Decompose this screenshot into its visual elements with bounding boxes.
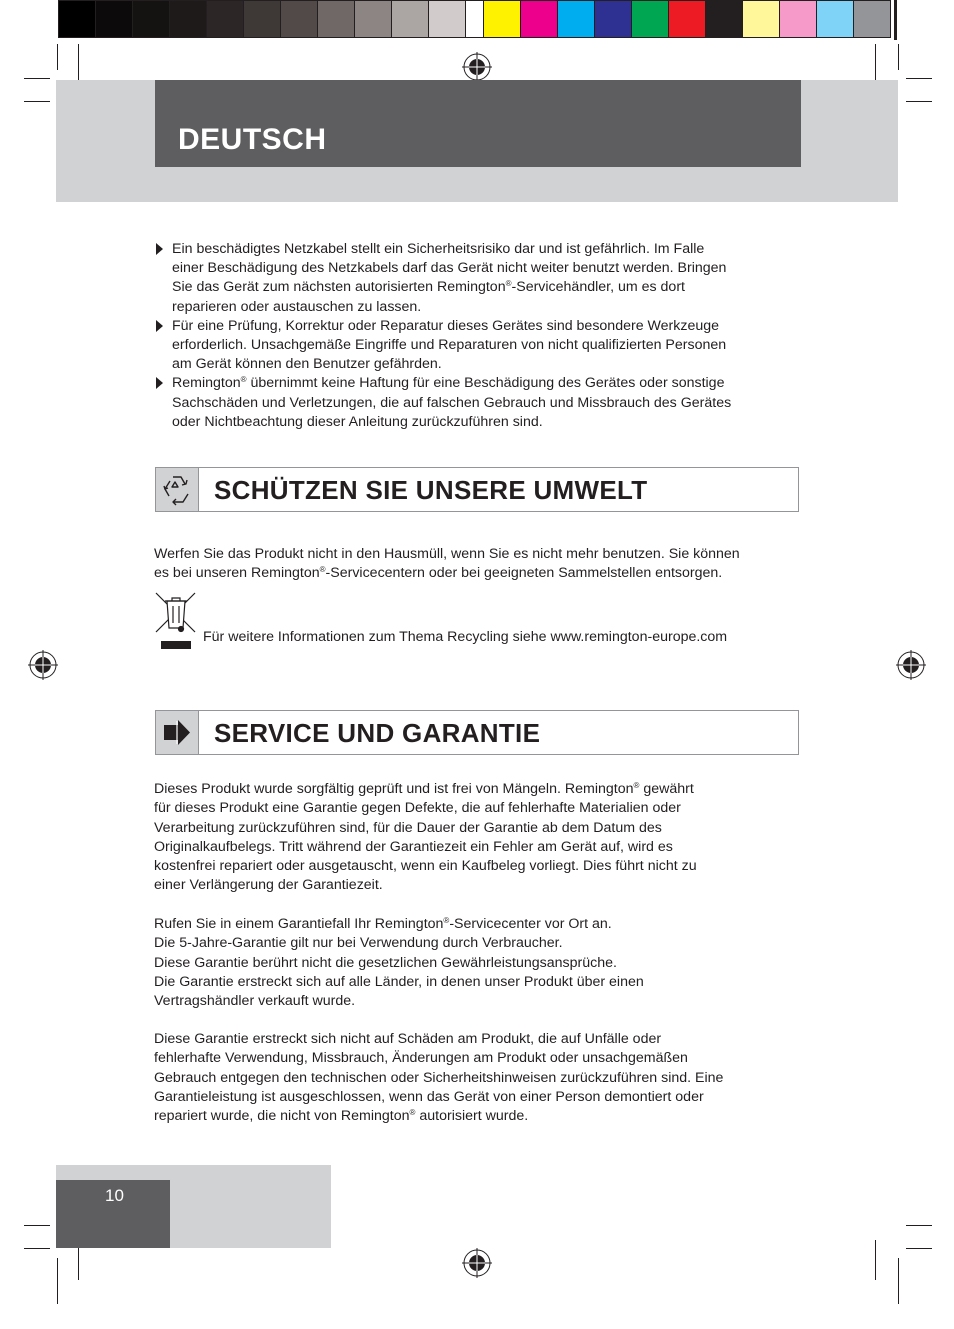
registered-mark: ® (409, 1108, 416, 1118)
crop-mark (24, 1248, 50, 1249)
crop-mark (57, 44, 58, 70)
text-line: einer Verlängerung der Garantiezeit. (154, 877, 383, 894)
crop-mark (898, 44, 899, 70)
text-line: Gebrauch entgegen den technischen oder Sicherheitshinweisen zurückzuführen sind. Eine (154, 1069, 724, 1086)
warranty-paragraph-1 (154, 780, 794, 896)
color-swatch (780, 0, 817, 38)
color-swatch (170, 0, 207, 38)
registration-mark-icon (28, 650, 58, 680)
bullet-item (154, 317, 794, 375)
color-swatch (355, 0, 392, 38)
text-line: Rufen Sie in einem Garantiefall Ihr Remington®-Servicecenter vor Ort an. (154, 916, 612, 932)
page-number: 10 (105, 1186, 124, 1205)
safety-bullet-list (154, 240, 794, 432)
color-swatch (318, 0, 355, 38)
section-title: SCHÜTZEN SIE UNSERE UMWELT (214, 475, 648, 505)
color-swatch (133, 0, 170, 38)
environment-section-header (155, 467, 799, 512)
color-swatch (483, 0, 521, 38)
text-line: oder Nichtbeachtung dieser Anleitung zurückzuführen sind. (172, 413, 543, 430)
colorbar-right-edge (894, 0, 897, 40)
color-swatch (743, 0, 780, 38)
color-swatch (706, 0, 743, 38)
service-section-header (155, 710, 799, 755)
text-line: Ein beschädigtes Netzkabel stellt ein Sicherheitsrisiko dar und ist gefährlich. Im Falle (172, 241, 705, 257)
color-swatch (521, 0, 558, 38)
color-calibration-bar (483, 0, 891, 40)
crop-mark (906, 1248, 932, 1249)
color-swatch (632, 0, 669, 38)
text-line: reparieren oder austauschen zu lassen. (172, 298, 422, 315)
color-swatch (244, 0, 281, 38)
crop-mark (24, 1225, 50, 1226)
text-line: Remington® übernimmt keine Haftung für eine Beschädigung des Gerätes oder sonstige (172, 375, 725, 392)
text-line: erforderlich. Unsachgemäße Eingriffe und Reparaturen von nicht qualifizierten Personen (172, 337, 727, 354)
color-swatch (595, 0, 632, 38)
text-line: kostenfrei repariert oder ausgetauscht, wenn ein Kaufbeleg vorliegt. Dies führt nicht zu (154, 858, 697, 875)
registered-mark: ® (443, 916, 450, 925)
color-swatch (817, 0, 854, 38)
color-swatch (429, 0, 466, 38)
section-title: SERVICE UND GARANTIE (214, 718, 541, 748)
color-swatch (207, 0, 244, 38)
crop-mark (906, 101, 932, 102)
registered-mark: ® (633, 781, 640, 790)
bullet-item (154, 240, 794, 317)
bullet-arrow-icon (156, 320, 163, 332)
text-line: Sachschäden und Verletzungen, die auf falschen Gebrauch und Missbrauch des Gerätes (172, 394, 732, 411)
text-line: repariert wurde, die nicht von Remington® autorisiert wurde. (154, 1108, 529, 1125)
text-line: am Gerät können den Benutzer gefährden. (172, 356, 442, 373)
text-line: Die 5-Jahre-Garantie gilt nur bei Verwendung durch Verbraucher. (154, 935, 563, 952)
registration-mark-icon (896, 650, 926, 680)
bullet-arrow-icon (156, 377, 163, 389)
bullet-arrow-icon (156, 243, 163, 255)
crop-mark (24, 101, 50, 102)
registered-mark: ® (240, 375, 247, 385)
registered-mark: ® (319, 565, 326, 575)
text-line: es bei unseren Remington®-Servicecentern oder bei geeigneten Sammelstellen entsorgen. (154, 565, 723, 582)
text-line: Dieses Produkt wurde sorgfältig geprüft und ist frei von Mängeln. Remington® gewährt (154, 781, 694, 797)
grayscale-calibration-bar (58, 0, 503, 40)
crop-mark (875, 1240, 876, 1280)
crop-mark (24, 78, 50, 79)
text-line: einer Beschädigung des Netzkabels darf das Gerät nicht weiter benutzt werden. Bringen (172, 260, 727, 277)
recycle-icon (156, 468, 199, 511)
registered-mark: ® (505, 279, 512, 289)
text-line: Vertragshändler verkauft wurde. (154, 993, 356, 1010)
page-title: DEUTSCH (178, 123, 327, 156)
text-line: Die Garantie erstreckt sich auf alle Länder, in denen unser Produkt über einen (154, 973, 644, 990)
color-swatch (281, 0, 318, 38)
color-swatch (854, 0, 891, 38)
registration-mark-icon (462, 52, 492, 82)
recycling-info: Für weitere Informationen zum Thema Recycling siehe www.remington-europe.com (203, 629, 728, 645)
registration-mark-icon (462, 1248, 492, 1278)
environment-text (154, 545, 794, 584)
text-line: Garantieleistung ist ausgeschlossen, wenn das Gerät von einer Person demontiert oder (154, 1088, 704, 1105)
text-line: fehlerhafte Verwendung, Missbrauch, Änderungen am Produkt oder unsachgemäßen (154, 1050, 688, 1067)
crop-mark (898, 1258, 899, 1304)
text-line: Diese Garantie berührt nicht die gesetzlichen Gewährleistungsansprüche. (154, 954, 617, 971)
text-line: Für eine Prüfung, Korrektur oder Reparatur dieses Gerätes sind besondere Werkzeuge (172, 317, 720, 334)
crop-mark (57, 1258, 58, 1304)
crossed-bin-icon (155, 592, 197, 650)
text-line: Verarbeitung zurückzuführen sind, für die Dauer der Garantie ab dem Datum des (154, 819, 662, 836)
arrow-right-icon (156, 711, 199, 754)
bullet-item (154, 374, 794, 432)
color-swatch (392, 0, 429, 38)
color-swatch (58, 0, 96, 38)
text-line: Sie das Gerät zum nächsten autorisierten Remington®-Servicehändler, um es dort (172, 279, 685, 296)
crop-mark (906, 78, 932, 79)
text-line: Werfen Sie das Produkt nicht in den Hausmüll, wenn Sie es nicht mehr benutzen. Sie können (154, 546, 740, 562)
warranty-paragraph-3 (154, 1030, 794, 1126)
text-line: Originalkaufbelegs. Tritt während der Garantiezeit ein Fehler am Gerät auf, wird es (154, 838, 673, 855)
color-swatch (558, 0, 595, 38)
warranty-paragraph-2 (154, 915, 794, 1011)
text-line: Diese Garantie erstreckt sich nicht auf Schäden am Produkt, die auf Unfälle oder (154, 1031, 662, 1047)
color-swatch (669, 0, 706, 38)
text-line: für dieses Produkt eine Garantie gegen Defekte, die auf fehlerhafte Materialien oder (154, 800, 681, 817)
color-swatch (96, 0, 133, 38)
crop-mark (906, 1225, 932, 1226)
